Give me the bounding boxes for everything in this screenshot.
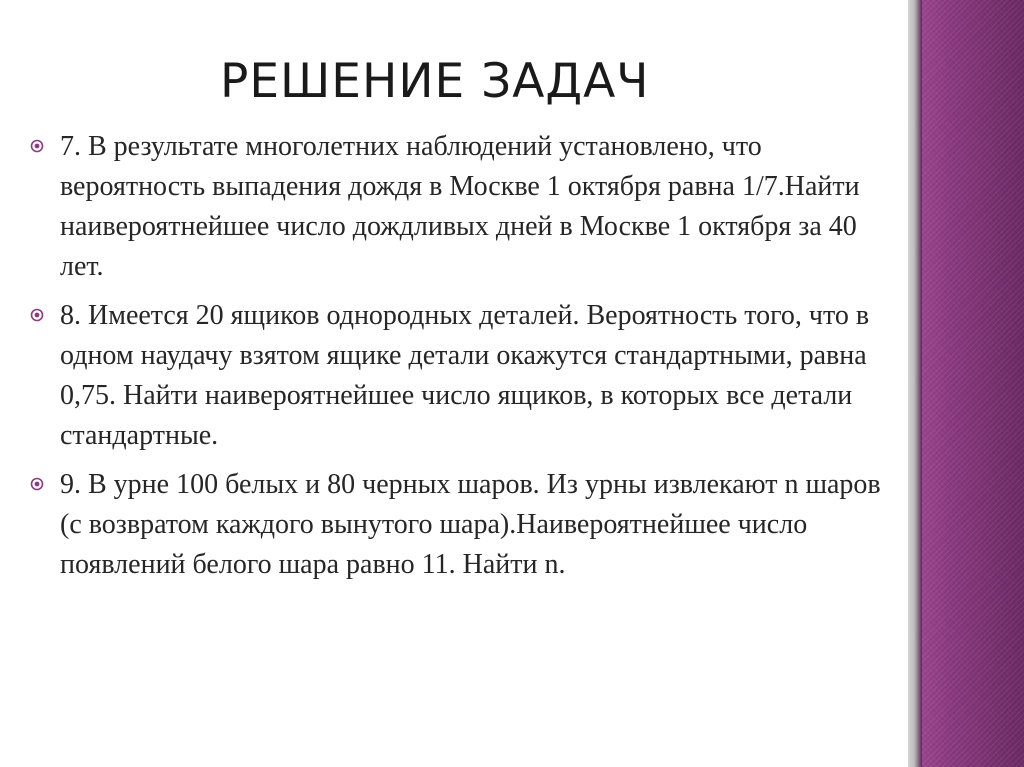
circled-dot-bullet-icon [30,308,44,322]
slide-title: РЕШЕНИЕ ЗАДАЧ [220,54,650,109]
list-item [30,296,900,456]
side-bar-edge [908,0,922,767]
list-item-text: 9. В урне 100 белых и 80 черных шаров. Из урны извлекают n шаров (с возвратом каждого вынутого шара).Наивероятнейшее число появлений белого шара равно 11. Найти n. [60,469,881,580]
side-bar-texture [922,0,1024,767]
list-item-text: 7. В результате многолетних наблюдений установлено, что вероятность выпадения дождя в Москве 1 октября равна 1/7.Найти наивероятнейшее число дождливых дней в Москве 1 октября за 40 лет. [60,131,860,282]
circled-dot-bullet-icon [30,139,44,153]
list-item [30,127,900,287]
list-item-text: 8. Имеется 20 ящиков однородных деталей. Вероятность того, что в одном наудачу взятом ящике детали окажутся стандартными, равна 0,75. Найти наивероятнейшее число ящиков, в которых все детали стандартные. [60,300,870,451]
list-item [30,465,900,585]
circled-dot-bullet-icon [30,477,44,491]
decorative-side-bar [908,0,1024,767]
slide-content [30,127,900,594]
